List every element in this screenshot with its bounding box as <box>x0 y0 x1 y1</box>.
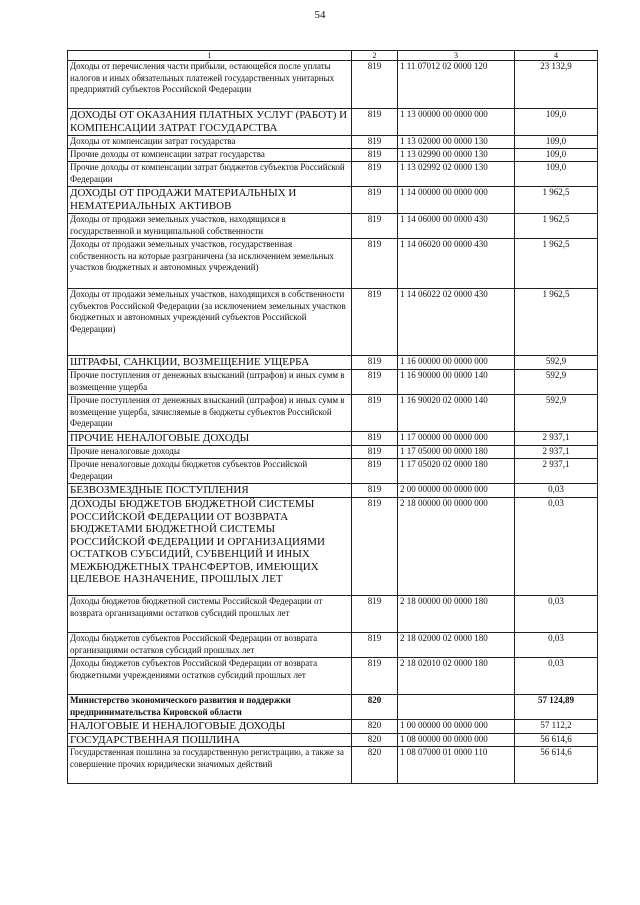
row-code-cell: 819 <box>352 498 398 596</box>
table-row <box>68 370 598 395</box>
row-code-cell: 819 <box>352 395 398 432</box>
row-name-cell: Прочие поступления от денежных взысканий (штрафов) и иных сумм в возмещение ущерба <box>68 370 352 395</box>
table-row <box>68 446 598 459</box>
row-code-cell: 819 <box>352 596 398 633</box>
row-sum-cell: 56 614,6 <box>515 733 598 747</box>
table-row <box>68 109 598 136</box>
row-sum-cell: 1 962,5 <box>515 187 598 214</box>
row-code-cell: 819 <box>352 136 398 149</box>
row-kbk-cell: 1 16 90000 00 0000 140 <box>398 370 515 395</box>
row-name-cell: Доходы от перечисления части прибыли, остающейся после уплаты налогов и иных обязательных платежей государственных унитарных предприятий субъектов Российской Федерации <box>68 61 352 109</box>
page-number: 54 <box>314 9 326 21</box>
row-kbk-cell: 1 14 06020 00 0000 430 <box>398 239 515 289</box>
row-name-cell: Доходы бюджетов бюджетной системы Российской Федерации от возврата организациями остатков субсидий прошлых лет <box>68 596 352 633</box>
row-kbk-cell: 1 14 00000 00 0000 000 <box>398 187 515 214</box>
row-name-cell: Прочие доходы от компенсации затрат государства <box>68 149 352 162</box>
row-kbk-cell: 1 13 00000 00 0000 000 <box>398 109 515 136</box>
row-name-cell: Доходы бюджетов субъектов Российской Федерации от возврата организациями остатков субсидий прошлых лет <box>68 633 352 658</box>
row-sum-cell: 57 124,89 <box>515 695 598 720</box>
row-code-cell: 819 <box>352 239 398 289</box>
row-code-cell: 819 <box>352 484 398 498</box>
row-code-cell: 820 <box>352 695 398 720</box>
row-sum-cell: 2 937,1 <box>515 446 598 459</box>
table-row <box>68 596 598 633</box>
row-sum-cell: 56 614,6 <box>515 747 598 784</box>
row-sum-cell: 109,0 <box>515 162 598 187</box>
row-name-cell: ПРОЧИЕ НЕНАЛОГОВЫЕ ДОХОДЫ <box>68 432 352 446</box>
row-code-cell: 820 <box>352 720 398 734</box>
row-code-cell: 820 <box>352 747 398 784</box>
table-row <box>68 136 598 149</box>
table-row <box>68 61 598 109</box>
table-row <box>68 395 598 432</box>
table-row <box>68 432 598 446</box>
table-row <box>68 633 598 658</box>
row-kbk-cell: 1 13 02000 00 0000 130 <box>398 136 515 149</box>
row-name-cell: Прочие неналоговые доходы бюджетов субъектов Российской Федерации <box>68 459 352 484</box>
table-row <box>68 187 598 214</box>
column-header: 1 <box>68 51 352 61</box>
table-row <box>68 459 598 484</box>
row-kbk-cell: 1 14 06022 02 0000 430 <box>398 289 515 356</box>
row-sum-cell: 1 962,5 <box>515 214 598 239</box>
row-code-cell: 819 <box>352 446 398 459</box>
table-row <box>68 720 598 734</box>
row-code-cell: 819 <box>352 459 398 484</box>
table-row <box>68 149 598 162</box>
row-kbk-cell: 2 18 02010 02 0000 180 <box>398 658 515 695</box>
row-name-cell: Прочие доходы от компенсации затрат бюджетов субъектов Российской Федерации <box>68 162 352 187</box>
row-code-cell: 819 <box>352 109 398 136</box>
row-kbk-cell: 1 11 07012 02 0000 120 <box>398 61 515 109</box>
row-kbk-cell <box>398 695 515 720</box>
row-name-cell: НАЛОГОВЫЕ И НЕНАЛОГОВЫЕ ДОХОДЫ <box>68 720 352 734</box>
row-name-cell: ГОСУДАРСТВЕННАЯ ПОШЛИНА <box>68 733 352 747</box>
table-row <box>68 162 598 187</box>
row-sum-cell: 1 962,5 <box>515 239 598 289</box>
row-name-cell: Доходы от продажи земельных участков, находящихся в собственности субъектов Российской Федерации (за исключением земельных участков бюджетных и автономных учреждений субъектов Российской Федерации) <box>68 289 352 356</box>
table-row <box>68 356 598 370</box>
row-name-cell: Прочие неналоговые доходы <box>68 446 352 459</box>
row-name-cell: ДОХОДЫ ОТ ОКАЗАНИЯ ПЛАТНЫХ УСЛУГ (РАБОТ) И КОМПЕНСАЦИИ ЗАТРАТ ГОСУДАРСТВА <box>68 109 352 136</box>
row-sum-cell: 2 937,1 <box>515 432 598 446</box>
row-kbk-cell: 1 00 00000 00 0000 000 <box>398 720 515 734</box>
row-code-cell: 819 <box>352 61 398 109</box>
row-kbk-cell: 2 18 02000 02 0000 180 <box>398 633 515 658</box>
row-code-cell: 819 <box>352 432 398 446</box>
row-sum-cell: 592,9 <box>515 356 598 370</box>
row-code-cell: 819 <box>352 187 398 214</box>
row-sum-cell: 592,9 <box>515 395 598 432</box>
row-kbk-cell: 1 14 06000 00 0000 430 <box>398 214 515 239</box>
row-sum-cell: 0,03 <box>515 596 598 633</box>
row-code-cell: 819 <box>352 658 398 695</box>
table-row <box>68 289 598 356</box>
row-kbk-cell: 2 00 00000 00 0000 000 <box>398 484 515 498</box>
row-name-cell: Доходы от продажи земельных участков, государственная собственность на которые разграничена (за исключением земельных участков бюджетных и автономных учреждений) <box>68 239 352 289</box>
row-sum-cell: 109,0 <box>515 149 598 162</box>
row-code-cell: 819 <box>352 149 398 162</box>
row-sum-cell: 1 962,5 <box>515 289 598 356</box>
row-kbk-cell: 1 16 00000 00 0000 000 <box>398 356 515 370</box>
row-sum-cell: 592,9 <box>515 370 598 395</box>
row-sum-cell: 23 132,9 <box>515 61 598 109</box>
table-row <box>68 214 598 239</box>
table-row <box>68 747 598 784</box>
row-code-cell: 819 <box>352 289 398 356</box>
row-name-cell: Доходы бюджетов субъектов Российской Федерации от возврата бюджетными учреждениями остатков субсидий прошлых лет <box>68 658 352 695</box>
table-row <box>68 239 598 289</box>
row-name-cell: Государственная пошлина за государственную регистрацию, а также за совершение прочих юридически значимых действий <box>68 747 352 784</box>
row-sum-cell: 109,0 <box>515 109 598 136</box>
table-header-row <box>68 51 598 61</box>
column-header: 2 <box>352 51 398 61</box>
row-name-cell: ДОХОДЫ БЮДЖЕТОВ БЮДЖЕТНОЙ СИСТЕМЫ РОССИЙСКОЙ ФЕДЕРАЦИИ ОТ ВОЗВРАТА БЮДЖЕТАМИ БЮДЖЕТНОЙ СИСТЕМЫ РОССИЙСКОЙ ФЕДЕРАЦИИ И ОРГАНИЗАЦИЯМИ ОСТАТКОВ СУБСИДИЙ, СУБВЕНЦИЙ И ИНЫХ МЕЖБЮДЖЕТНЫХ ТРАНСФЕРТОВ, ИМЕЮЩИХ ЦЕЛЕВОЕ НАЗНАЧЕНИЕ, ПРОШЛЫХ ЛЕТ <box>68 498 352 596</box>
row-code-cell: 819 <box>352 370 398 395</box>
row-code-cell: 819 <box>352 162 398 187</box>
table-row <box>68 498 598 596</box>
column-header: 4 <box>515 51 598 61</box>
row-sum-cell: 0,03 <box>515 658 598 695</box>
row-name-cell: ДОХОДЫ ОТ ПРОДАЖИ МАТЕРИАЛЬНЫХ И НЕМАТЕРИАЛЬНЫХ АКТИВОВ <box>68 187 352 214</box>
table-row <box>68 695 598 720</box>
column-header: 3 <box>398 51 515 61</box>
row-name-cell: ШТРАФЫ, САНКЦИИ, ВОЗМЕЩЕНИЕ УЩЕРБА <box>68 356 352 370</box>
revenue-table <box>67 50 598 784</box>
row-kbk-cell: 1 08 07000 01 0000 110 <box>398 747 515 784</box>
table-row <box>68 658 598 695</box>
row-name-cell: БЕЗВОЗМЕЗДНЫЕ ПОСТУПЛЕНИЯ <box>68 484 352 498</box>
row-code-cell: 819 <box>352 214 398 239</box>
row-kbk-cell: 1 16 90020 02 0000 140 <box>398 395 515 432</box>
row-name-cell: Прочие поступления от денежных взысканий (штрафов) и иных сумм в возмещение ущерба, зачисляемые в бюджеты субъектов Российской Федерации <box>68 395 352 432</box>
row-sum-cell: 57 112,2 <box>515 720 598 734</box>
row-sum-cell: 0,03 <box>515 484 598 498</box>
row-name-cell: Доходы от компенсации затрат государства <box>68 136 352 149</box>
row-sum-cell: 109,0 <box>515 136 598 149</box>
row-sum-cell: 2 937,1 <box>515 459 598 484</box>
row-code-cell: 819 <box>352 633 398 658</box>
row-kbk-cell: 1 17 00000 00 0000 000 <box>398 432 515 446</box>
row-name-cell: Доходы от продажи земельных участков, находящихся в государственной и муниципальной собственности <box>68 214 352 239</box>
row-code-cell: 819 <box>352 356 398 370</box>
row-kbk-cell: 2 18 00000 00 0000 000 <box>398 498 515 596</box>
row-name-cell: Министерство экономического развития и поддержки предпринимательства Кировской области <box>68 695 352 720</box>
row-kbk-cell: 1 17 05000 00 0000 180 <box>398 446 515 459</box>
row-code-cell: 820 <box>352 733 398 747</box>
row-kbk-cell: 1 17 05020 02 0000 180 <box>398 459 515 484</box>
row-kbk-cell: 2 18 00000 00 0000 180 <box>398 596 515 633</box>
row-kbk-cell: 1 08 00000 00 0000 000 <box>398 733 515 747</box>
row-sum-cell: 0,03 <box>515 633 598 658</box>
table-row <box>68 733 598 747</box>
row-sum-cell: 0,03 <box>515 498 598 596</box>
row-kbk-cell: 1 13 02992 02 0000 130 <box>398 162 515 187</box>
table-row <box>68 484 598 498</box>
row-kbk-cell: 1 13 02990 00 0000 130 <box>398 149 515 162</box>
